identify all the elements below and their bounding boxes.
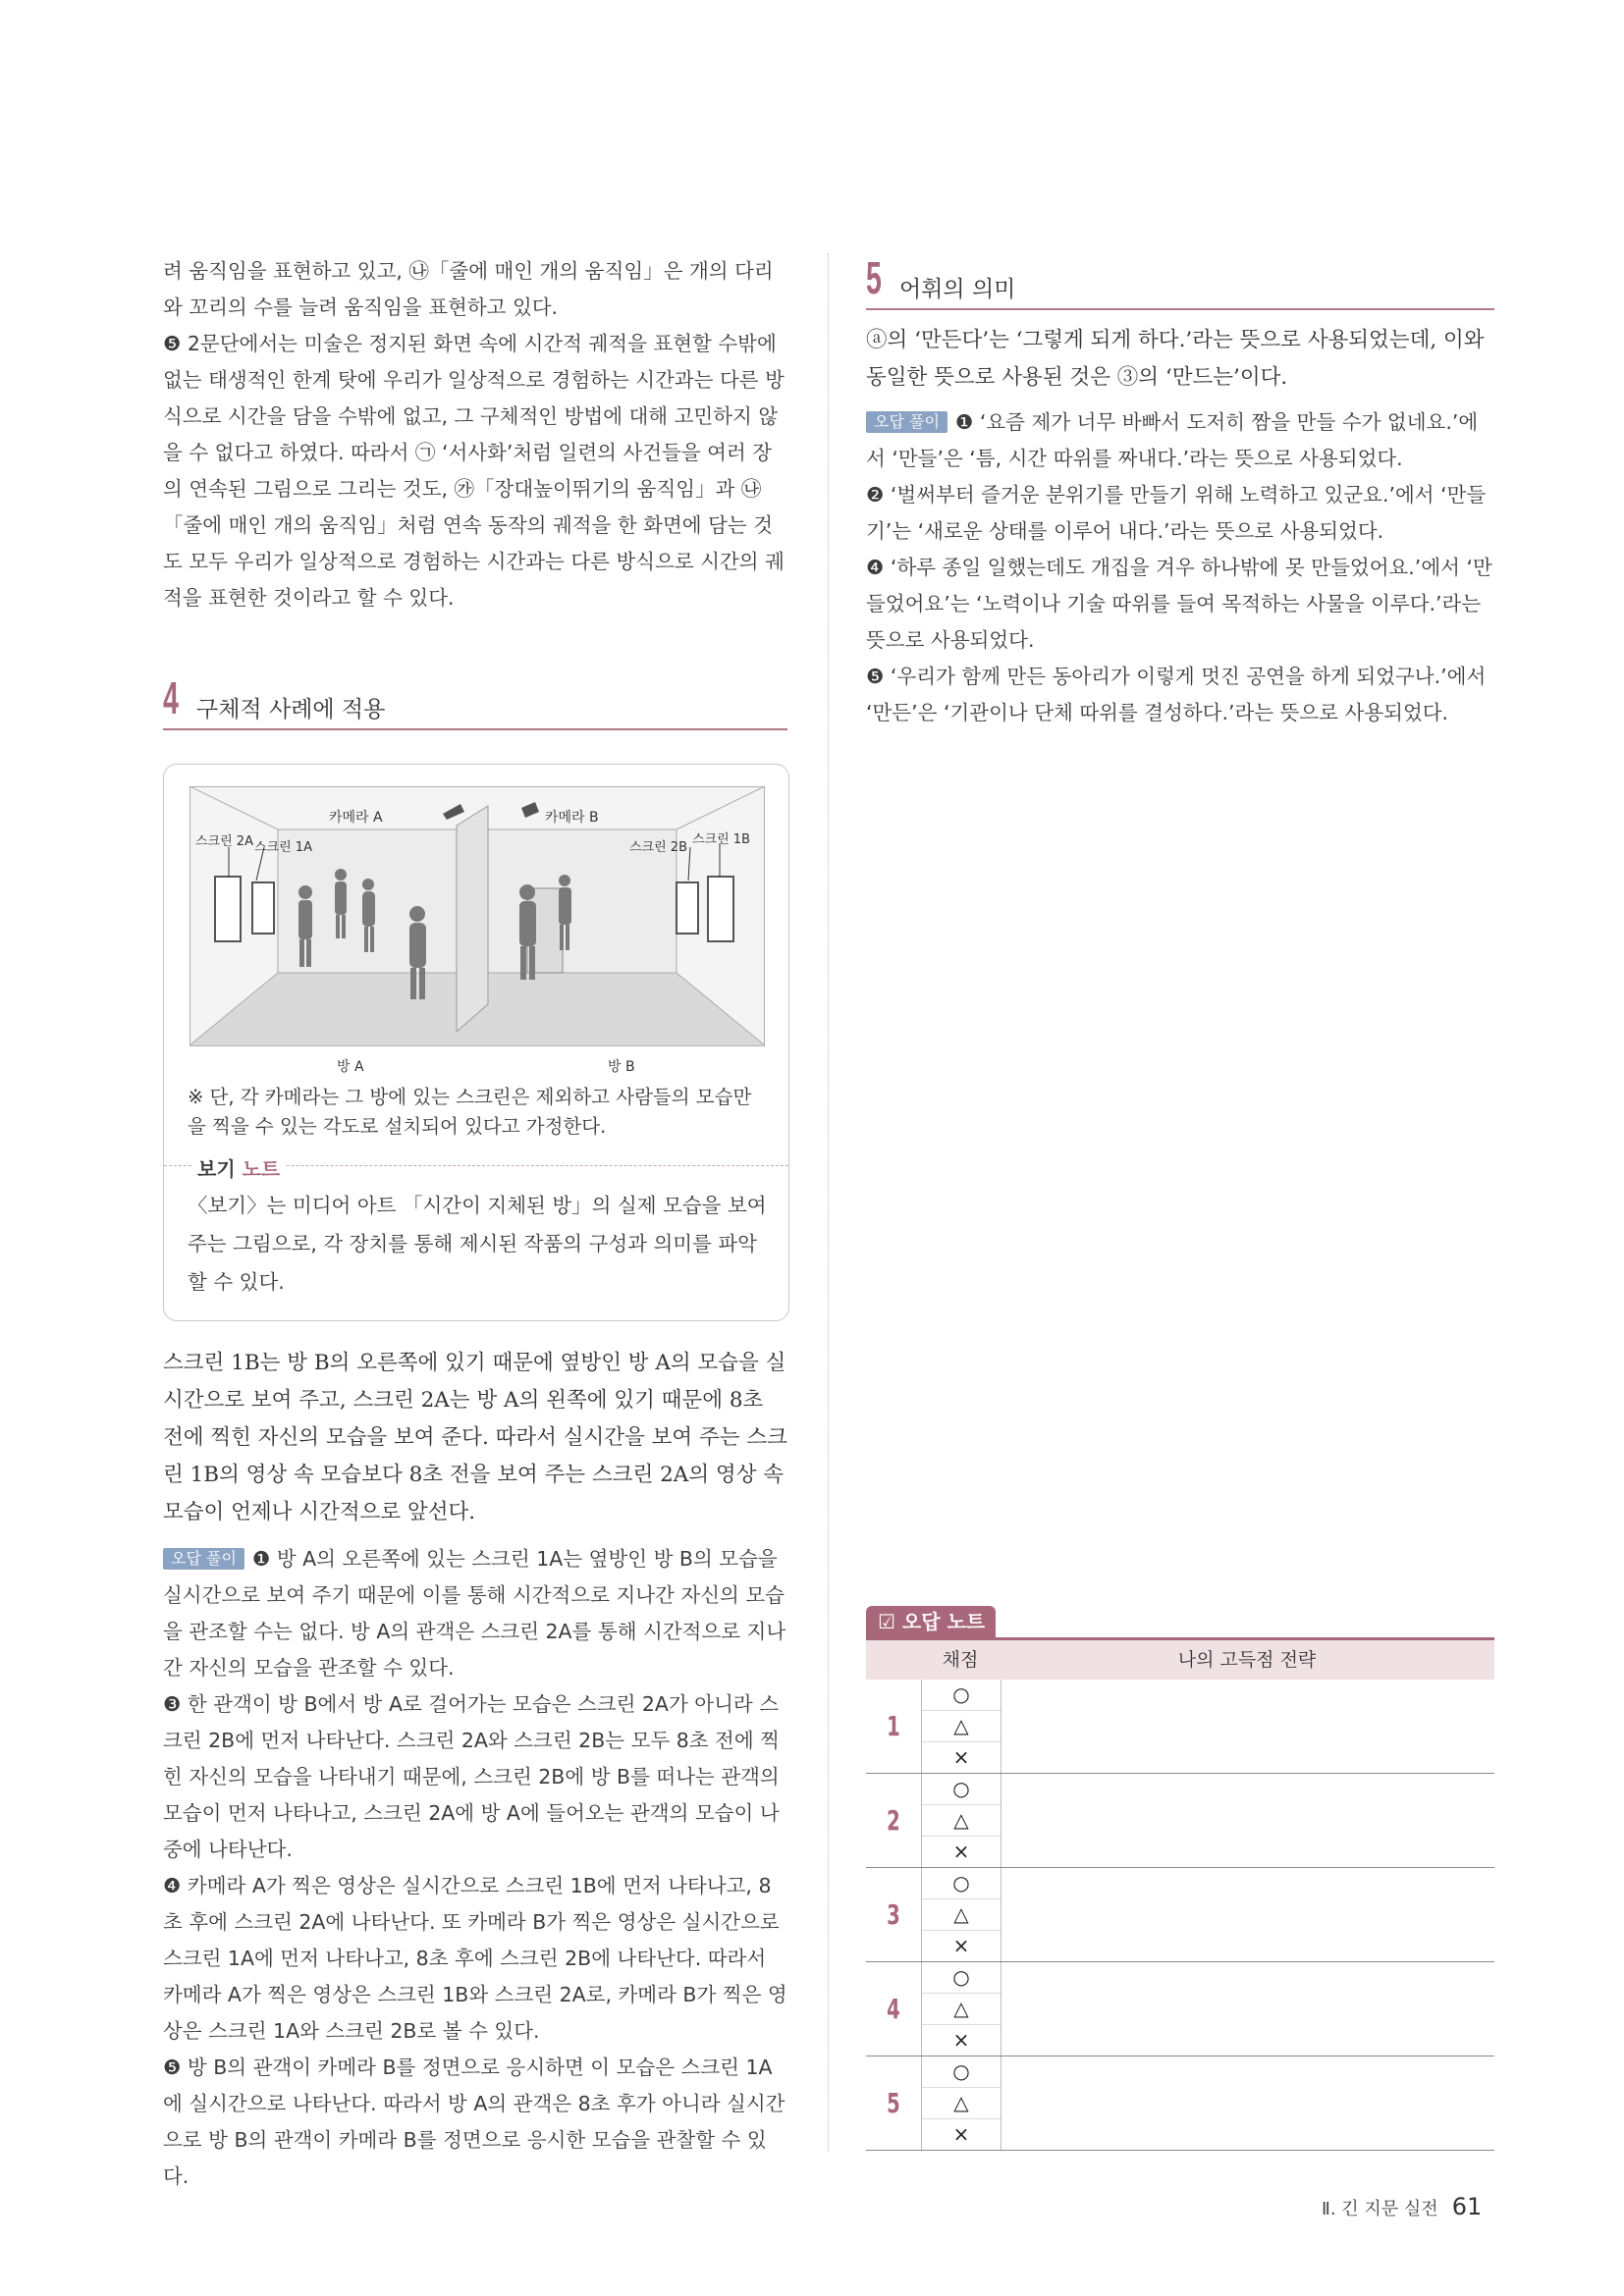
mark-x[interactable]: × xyxy=(952,1934,970,1957)
table-row xyxy=(866,2056,1494,2151)
room-illustration xyxy=(189,786,765,1077)
mark-x[interactable]: × xyxy=(952,1840,970,1863)
mark-triangle[interactable]: △ xyxy=(922,1805,1001,1837)
mark-triangle[interactable]: △ xyxy=(922,1994,1001,2025)
odap-item: ❶ ‘요즘 제가 너무 바빠서 도저히 짬을 만들 수가 없네요.’에서 ‘만들’은 ‘틈, 시간 따위를 짜내다.’라는 뜻으로 사용되었다. xyxy=(866,410,1479,470)
mark-o[interactable]: ○ xyxy=(922,2056,1001,2088)
odap-item: ❷ ‘벌써부터 즐거운 분위기를 만들기 위해 노력하고 있군요.’에서 ‘만들기’는 ‘새로운 상태를 이루어 내다.’라는 뜻으로 사용되었다. xyxy=(866,483,1487,543)
mark-o[interactable]: ○ xyxy=(922,1774,1001,1805)
mark-x[interactable]: × xyxy=(952,1745,970,1769)
table-row xyxy=(866,1962,1494,2056)
page-number: 61 xyxy=(1451,2193,1483,2220)
section-number: 5 xyxy=(866,252,882,303)
mark-triangle[interactable]: △ xyxy=(922,1711,1001,1742)
odap-note-tab: ☑ 오답 노트 xyxy=(866,1606,996,1637)
table-header xyxy=(866,1640,1494,1680)
answer-5-text: ⓐ의 ‘만든다’는 ‘그렇게 되게 하다.’라는 뜻으로 사용되었는데, 이와 동일한 뜻으로 사용된 것은 ③의 ‘만드는’이다. xyxy=(866,328,1485,390)
odap-item: ❸ 한 관객이 방 B에서 방 A로 걸어가는 모습은 스크린 2A가 아니라 스크린 2B에 먼저 나타난다. 스크린 2A와 스크린 2B는 모두 8초 전에 찍힌 자신의 모습을 나타내기 때문에, 스크린 2B에 방 B를 떠나는 관객의 모습이 먼저 나타나고, 스크린 2A에 방 A에 들어오는 관객의 모습이 나중에 나타난다. xyxy=(163,1692,780,1861)
col-score: 채점 xyxy=(942,1649,979,1671)
table-row xyxy=(866,1774,1494,1868)
column-divider xyxy=(828,253,829,2152)
bogi-box xyxy=(163,764,789,1321)
odap-item: ❹ 카메라 A가 찍은 영상은 실시간으로 스크린 1B에 먼저 나타나고, 8초 후에 스크린 2A에 나타난다. 또 카메라 B가 찍은 영상은 실시간으로 스크린 1A에 먼저 나타나고, 8초 후에 스크린 2B에 나타난다. 따라서 카메라 A가 찍은 영상은 스크린 1B와 스크린 2A로, 카메라 B가 찍은 영상은 스크린 1A와 스크린 2B로 볼 수 있다. xyxy=(163,1874,787,2043)
left-top-text xyxy=(163,253,787,616)
row-number: 3 xyxy=(887,1898,900,1931)
note-label-highlight: 노트 xyxy=(242,1157,281,1181)
section-4-header xyxy=(163,672,787,730)
note-label-prefix: 보기 xyxy=(197,1157,236,1181)
paragraph: ❺ 2문단에서는 미술은 정지된 화면 속에 시간적 궤적을 표현할 수밖에 없는 태생적인 한계 탓에 우리가 일상적으로 경험하는 시간과는 다른 방식으로 시간을 담을 수밖에 없고, 그 구체적인 방법에 대해 고민하지 않을 수 없다고 하였다. 따라서 ㉠ ‘서사화’처럼 일련의 사건들을 여러 장의 연속된 그림으로 그리는 것도, ㉮「장대높이뛰기의 움직임」과 ㉯「줄에 매인 개의 움직임」처럼 연속 동작의 궤적을 한 화면에 담는 것도 모두 우리가 일상적으로 경험하는 시간과는 다른 방식으로 시간의 궤적을 표현한 것이라고 할 수 있다. xyxy=(163,332,785,610)
mark-o[interactable]: ○ xyxy=(922,1962,1001,1994)
note-text: 〈보기〉는 미디어 아트 「시간이 지체된 방」의 실제 모습을 보여 주는 그림으로, 각 장치를 통해 제시된 작품의 구성과 의미를 파악할 수 있다. xyxy=(188,1194,767,1294)
odap-4 xyxy=(163,1541,787,2195)
label-camera-a: 카메라 A xyxy=(329,810,383,826)
odap-item: ❺ 방 B의 관객이 카메라 B를 정면으로 응시하면 이 모습은 스크린 1A에 실시간으로 나타난다. 따라서 방 A의 관객은 8초 후가 아니라 실시간으로 방 B의 관객이 카메라 B를 정면으로 응시한 모습을 관찰할 수 있다. xyxy=(163,2056,785,2188)
label-room-b: 방 B xyxy=(608,1059,635,1075)
odap-tag: 오답 풀이 xyxy=(163,1548,244,1570)
odap-5 xyxy=(866,404,1494,731)
row-number: 5 xyxy=(887,2087,900,2119)
section-5-header xyxy=(866,252,1494,310)
label-screen-1a: 스크린 1A xyxy=(254,840,312,855)
mark-x[interactable]: × xyxy=(952,2122,970,2146)
footer-section: Ⅱ. 긴 지문 실전 xyxy=(1322,2199,1438,2219)
row-number: 1 xyxy=(887,1710,900,1742)
mark-triangle[interactable]: △ xyxy=(922,1899,1001,1931)
mark-o[interactable]: ○ xyxy=(922,1868,1001,1899)
note-label xyxy=(191,1153,286,1182)
row-number: 2 xyxy=(887,1804,900,1837)
label-screen-2b: 스크린 2B xyxy=(629,840,687,855)
col-strategy: 나의 고득점 전략 xyxy=(1177,1649,1317,1671)
mark-o[interactable]: ○ xyxy=(922,1680,1001,1711)
odap-item: ❶ 방 A의 오른쪽에 있는 스크린 1A는 옆방인 방 B의 모습을 실시간으로 보여 주기 때문에 이를 통해 시간적으로 지나간 자신의 모습을 관조할 수는 없다. 방 A의 관객은 스크린 2A를 통해 시간적으로 지나간 자신의 모습을 관조할 수 있다. xyxy=(163,1547,786,1680)
label-room-a: 방 A xyxy=(337,1059,364,1075)
section-title: 어휘의 의미 xyxy=(899,277,1016,302)
odap-item: ❺ ‘우리가 함께 만든 동아리가 이렇게 멋진 공연을 하게 되었구나.’에서 ‘만든’은 ‘기관이나 단체 따위를 결성하다.’라는 뜻으로 사용되었다. xyxy=(866,665,1487,724)
figure-caption: ※ 단, 각 카메라는 그 방에 있는 스크린은 제외하고 사람들의 모습만을 찍을 수 있는 각도로 설치되어 있다고 가정한다. xyxy=(188,1086,752,1138)
odap-item: ❹ ‘하루 종일 일했는데도 개집을 겨우 하나밖에 못 만들었어요.’에서 ‘만들었어요’는 ‘노력이나 기술 따위를 들여 목적하는 사물을 이루다.’라는 뜻으로 사용되었다. xyxy=(866,556,1492,652)
section-number: 4 xyxy=(163,672,179,723)
mark-triangle[interactable]: △ xyxy=(922,2088,1001,2119)
odap-tag: 오답 풀이 xyxy=(866,411,947,433)
row-number: 4 xyxy=(887,1993,900,2025)
table-row xyxy=(866,1868,1494,1962)
label-screen-1b: 스크린 1B xyxy=(692,832,750,847)
answer-4-text: 스크린 1B는 방 B의 오른쪽에 있기 때문에 옆방인 방 A의 모습을 실시간으로 보여 주고, 스크린 2A는 방 A의 왼쪽에 있기 때문에 8초 전에 찍힌 자신의 모습을 보여 준다. 따라서 실시간을 보여 주는 스크린 1B의 영상 속 모습보다 8초 전을 보여 주는 스크린 2A의 영상 속 모습이 언제나 시간적으로 앞선다. xyxy=(163,1351,787,1524)
mark-x[interactable]: × xyxy=(952,2028,970,2052)
paragraph: 려 움직임을 표현하고 있고, ㉯「줄에 매인 개의 움직임」은 개의 다리와 꼬리의 수를 늘려 움직임을 표현하고 있다. xyxy=(163,259,774,319)
label-screen-2a: 스크린 2A xyxy=(195,834,253,849)
odap-note-table xyxy=(866,1637,1494,2151)
section-title: 구체적 사례에 적용 xyxy=(196,697,386,722)
page-footer xyxy=(1322,2193,1482,2220)
table-row xyxy=(866,1680,1494,1774)
label-camera-b: 카메라 B xyxy=(545,810,599,826)
